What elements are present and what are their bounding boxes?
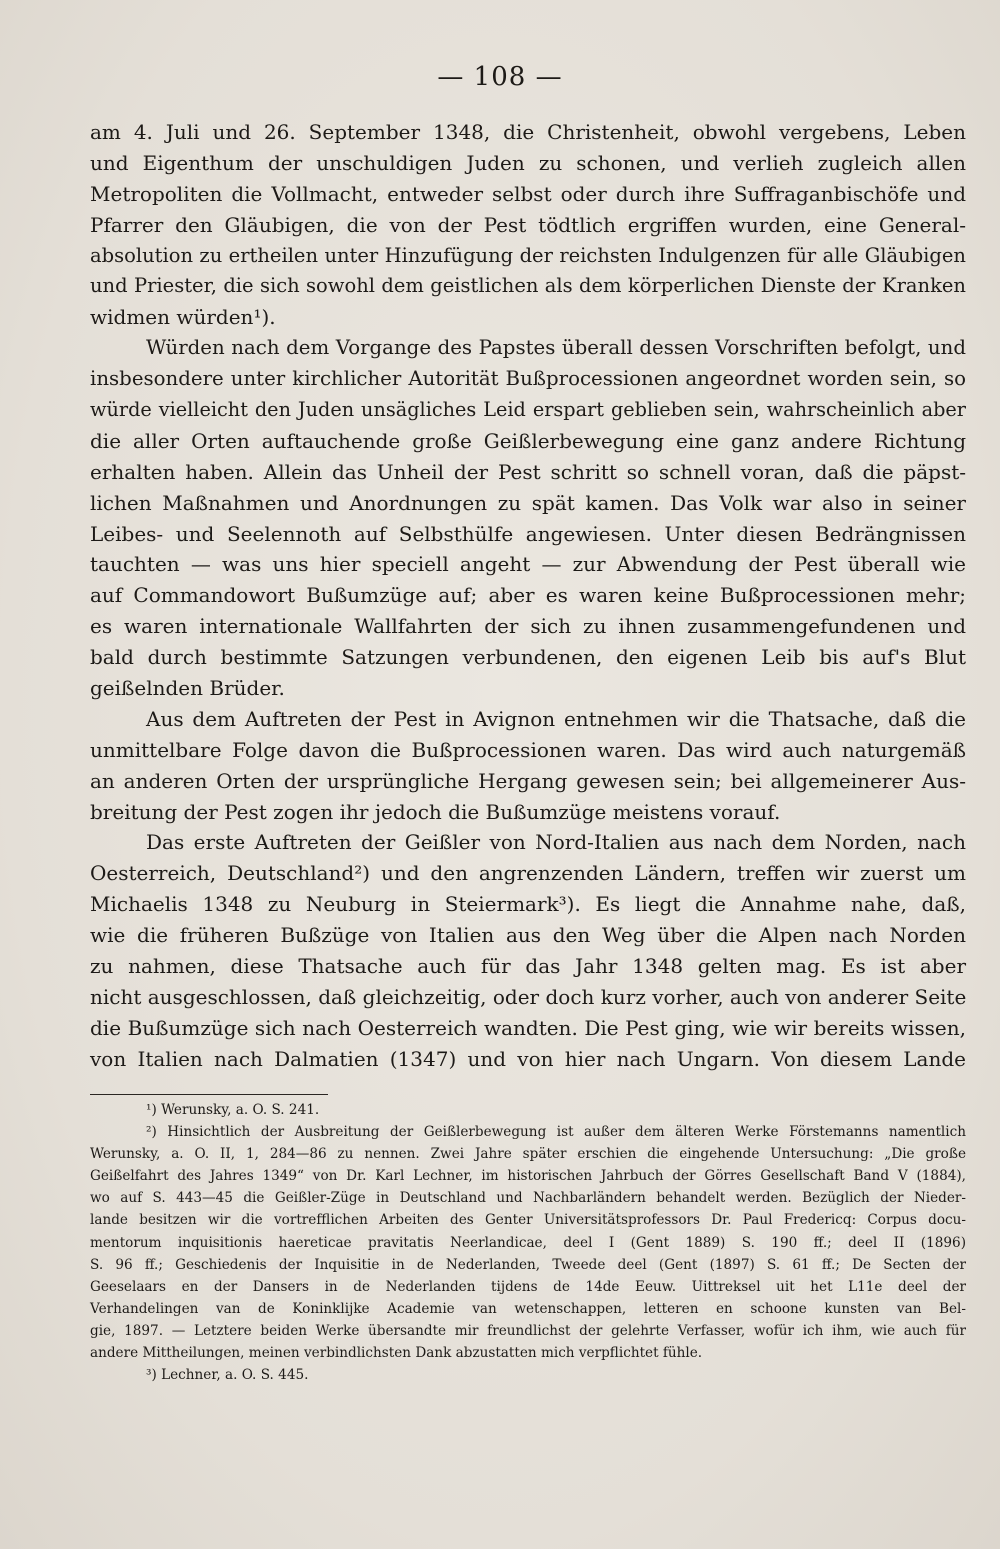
text-line: die aller Orten auftauchende große Geißlerbewegung eine ganz andere Richtung — [90, 428, 966, 453]
footnote-line: gie, 1897. — Letztere beiden Werke übersandte mir freundlichst der gelehrte Verfasser, wofür ich ihm, wie auch für — [90, 1322, 966, 1339]
text-line: erhalten haben. Allein das Unheil der Pest schritt so schnell voran, daß die päpst- — [90, 459, 966, 484]
text-line: lichen Maßnahmen und Anordnungen zu spät kamen. Das Volk war also in seiner — [90, 490, 966, 515]
text-line: Das erste Auftreten der Geißler von Nord-Italien aus nach dem Norden, nach — [146, 830, 966, 855]
footnotes — [90, 1099, 966, 1386]
footnote-separator — [90, 1094, 328, 1095]
text-line: am 4. Juli und 26. September 1348, die Christenheit, obwohl vergebens, Leben — [90, 120, 966, 144]
footnote-line: mentorum inquisitionis haereticae pravitatis Neerlandicae, deel I (Gent 1889) S. 190 ff.; deel II (1896) — [90, 1234, 966, 1251]
footnote-line: S. 96 ff.; Geschiedenis der Inquisitie in de Nederlanden, Tweede deel (Gent (1897) S. 61 ff.; De Secten der — [90, 1256, 966, 1273]
footnote-line: ²) Hinsichtlich der Ausbreitung der Geißlerbewegung ist außer dem älteren Werke Förstemanns namentlich — [146, 1124, 966, 1141]
text-line: absolution zu ertheilen unter Hinzufügung der reichsten Indulgenzen für alle Gläubigen — [90, 243, 966, 267]
text-line: und Eigenthum der unschuldigen Juden zu schonen, und verlieh zugleich allen — [90, 150, 966, 175]
footnote-line: Geeselaars en der Dansers in de Nederlanden tijdens de 14de Eeuw. Uittreksel uit het L11e deel der — [90, 1278, 966, 1295]
text-line: von Italien nach Dalmatien (1347) und von hier nach Ungarn. Von diesem Lande — [90, 1046, 966, 1071]
text-line: geißelnden Brüder. — [90, 676, 285, 701]
text-line: insbesondere unter kirchlicher Autorität Bußprocessionen angeordnet worden sein, so — [90, 367, 966, 391]
text-line: Michaelis 1348 zu Neuburg in Steiermark³). Es liegt die Annahme nahe, daß, — [90, 892, 966, 917]
text-line: wie die früheren Bußzüge von Italien aus den Weg über die Alpen nach Norden — [90, 923, 966, 948]
footnote-line: lande besitzen wir die vortrefflichen Arbeiten des Genter Universitätsprofessors Dr. Paul Fredericq: Corpus docu- — [90, 1212, 966, 1229]
footnote-line: Werunsky, a. O. II, 1, 284—86 zu nennen. Zwei Jahre später erschien die eingehende Untersuchung: „Die große — [90, 1146, 966, 1163]
text-line: an anderen Orten der ursprüngliche Hergang gewesen sein; bei allgemeinerer Aus- — [90, 768, 966, 793]
text-line: Aus dem Auftreten der Pest in Avignon entnehmen wir die Thatsache, daß die — [146, 706, 966, 731]
footnote-line: Geißelfahrt des Jahres 1349“ von Dr. Karl Lechner, im historischen Jahrbuch der Görres Gesellschaft Band V (1884), — [90, 1168, 966, 1185]
text-line: Würden nach dem Vorgange des Papstes überall dessen Vorschriften befolgt, und — [146, 336, 966, 360]
footnote-line: ³) Lechner, a. O. S. 445. — [146, 1367, 309, 1384]
text-line: bald durch bestimmte Satzungen verbundenen, den eigenen Leib bis auf's Blut — [90, 645, 966, 670]
text-line: Metropoliten die Vollmacht, entweder selbst oder durch ihre Suffraganbischöfe und — [90, 181, 966, 206]
text-line: auf Commandowort Bußumzüge auf; aber es waren keine Bußprocessionen mehr; — [90, 583, 966, 608]
footnote-line: wo auf S. 443—45 die Geißler-Züge in Deutschland und Nachbarländern behandelt werden. Bezüglich der Nieder- — [90, 1190, 966, 1207]
text-line: würde vielleicht den Juden unsägliches Leid erspart geblieben sein, wahrscheinlich aber — [90, 398, 966, 422]
text-line: Pfarrer den Gläubigen, die von der Pest tödtlich ergriffen wurden, eine General- — [90, 212, 966, 237]
text-line: unmittelbare Folge davon die Bußprocessionen waren. Das wird auch naturgemäß — [90, 737, 966, 762]
text-line: Leibes- und Seelennoth auf Selbsthülfe angewiesen. Unter diesen Bedrängnissen — [90, 521, 966, 546]
text-line: es waren internationale Wallfahrten der sich zu ihnen zusammengefundenen und — [90, 614, 966, 639]
text-line: zu nahmen, diese Thatsache auch für das Jahr 1348 gelten mag. Es ist aber — [90, 954, 966, 979]
text-line: breitung der Pest zogen ihr jedoch die Bußumzüge meistens vorauf. — [90, 799, 781, 824]
footnote-line: andere Mittheilungen, meinen verbindlichsten Dank abzustatten mich verpflichtet fühle. — [90, 1345, 703, 1362]
text-line: Oesterreich, Deutschland²) und den angrenzenden Ländern, treffen wir zuerst um — [90, 861, 966, 886]
footnote-line: ¹) Werunsky, a. O. S. 241. — [146, 1102, 320, 1118]
main-text — [90, 117, 966, 1075]
text-line: und Priester, die sich sowohl dem geistlichen als dem körperlichen Dienste der Kranken — [90, 274, 966, 298]
text-line: tauchten — was uns hier speciell angeht — zur Abwendung der Pest überall wie — [90, 552, 966, 577]
text-line: nicht ausgeschlossen, daß gleichzeitig, oder doch kurz vorher, auch von anderer Seite — [90, 984, 967, 1009]
footnote-line: Verhandelingen van de Koninklijke Academie van wetenschappen, letteren en schoone kunsten van Bel- — [90, 1300, 966, 1317]
text-line: widmen würden¹). — [90, 305, 276, 330]
page-number: — 108 — — [437, 62, 563, 92]
text-line: die Bußumzüge sich nach Oesterreich wandten. Die Pest ging, wie wir bereits wissen, — [90, 1015, 966, 1040]
